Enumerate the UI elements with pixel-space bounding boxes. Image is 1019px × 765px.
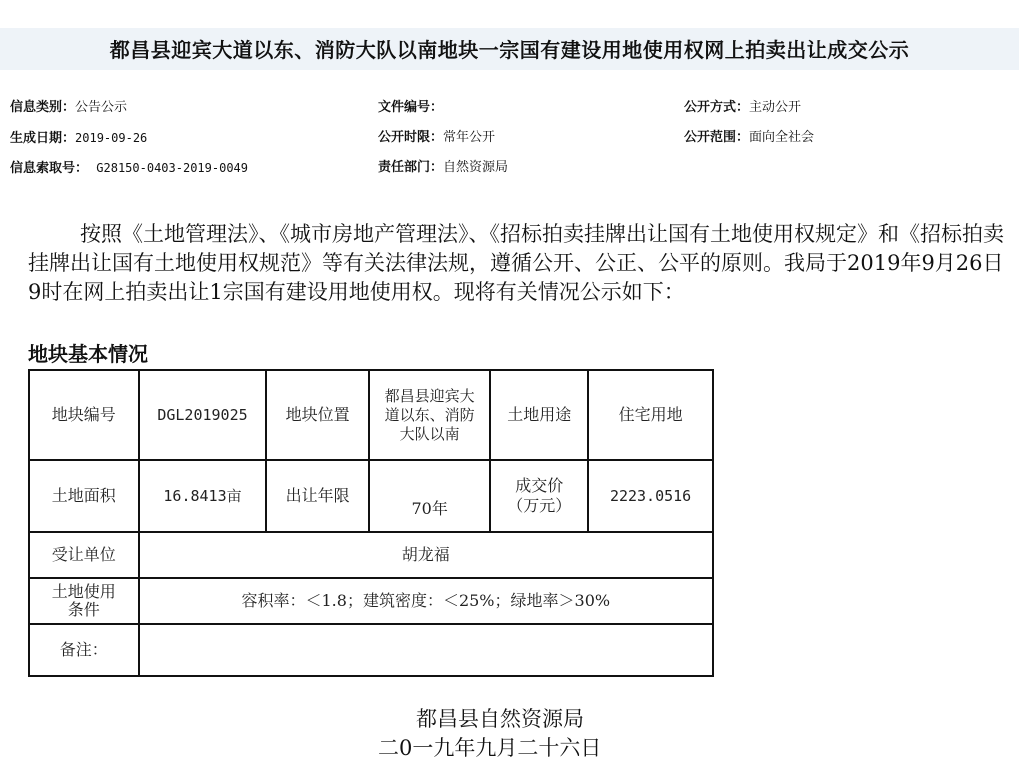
meta-time-limit-value: 常年公开 xyxy=(443,130,496,145)
meta-time-limit xyxy=(378,130,495,146)
parcel-no-value: DGL2019025 xyxy=(139,370,267,460)
meta-doc-no-label: 文件编号： xyxy=(378,100,444,115)
meta-index-label: 信息索取号： xyxy=(10,161,89,176)
table-row xyxy=(29,578,713,624)
meta-scope-value: 面向全社会 xyxy=(749,130,815,145)
meta-dept xyxy=(378,160,508,176)
transferee-label: 受让单位 xyxy=(29,532,139,578)
term-label: 出让年限 xyxy=(266,460,369,532)
signature-org: 都昌县自然资源局 xyxy=(416,707,584,731)
meta-open-mode-label: 公开方式： xyxy=(684,100,750,115)
signature-date: 二0一九年九月二十六日 xyxy=(378,736,602,760)
use-label: 土地用途 xyxy=(490,370,588,460)
conditions-value: 容积率：＜1.8；建筑密度：＜25%；绿地率＞30% xyxy=(139,578,713,624)
transferee-value: 胡龙福 xyxy=(139,532,713,578)
meta-date-value: 2019-09-26 xyxy=(75,131,148,145)
location-label: 地块位置 xyxy=(266,370,369,460)
meta-category-label: 信息类别： xyxy=(10,100,76,115)
section-heading: 地块基本情况 xyxy=(28,342,148,366)
meta-dept-value: 自然资源局 xyxy=(443,160,509,175)
price-label: 成交价（万元） xyxy=(490,460,588,532)
parcel-table xyxy=(28,369,714,677)
term-value: 70年 xyxy=(369,460,491,532)
remarks-value xyxy=(139,624,713,676)
page-title: 都昌县迎宾大道以东、消防大队以南地块一宗国有建设用地使用权网上拍卖出让成交公示 xyxy=(109,38,910,62)
area-label: 土地面积 xyxy=(29,460,139,532)
table-row xyxy=(29,624,713,676)
table-row xyxy=(29,532,713,578)
meta-date xyxy=(10,130,147,147)
parcel-no-label: 地块编号 xyxy=(29,370,139,460)
meta-scope-label: 公开范围： xyxy=(684,130,750,145)
meta-category xyxy=(10,100,127,116)
location-value: 都昌县迎宾大道以东、消防大队以南 xyxy=(369,370,491,460)
announcement-body: 按照《土地管理法》、《城市房地产管理法》、《招标拍卖挂牌出让国有土地使用权规定》和《招标拍卖挂牌出让国有土地使用权规范》等有关法律法规，遵循公开、公正、公平的原则。我局于2019年9月26日9时在网上拍卖出让1宗国有建设用地使用权。现将有关情况公示如下： xyxy=(28,222,1004,304)
meta-dept-label: 责任部门： xyxy=(378,160,444,175)
table-row xyxy=(29,460,713,532)
meta-index xyxy=(10,160,248,177)
meta-category-value: 公告公示 xyxy=(75,100,128,115)
table-row xyxy=(29,370,713,460)
area-value: 16.8413亩 xyxy=(139,460,267,532)
meta-date-label: 生成日期： xyxy=(10,131,76,146)
meta-open-mode xyxy=(684,100,801,116)
meta-open-mode-value: 主动公开 xyxy=(749,100,802,115)
remarks-label: 备注： xyxy=(29,624,139,676)
price-value: 2223.0516 xyxy=(588,460,713,532)
meta-scope xyxy=(684,130,814,146)
conditions-label: 土地使用条件 xyxy=(29,578,139,624)
meta-doc-no xyxy=(378,100,443,116)
use-value: 住宅用地 xyxy=(588,370,713,460)
meta-time-limit-label: 公开时限： xyxy=(378,130,444,145)
meta-index-value: G28150-0403-2019-0049 xyxy=(96,161,248,175)
